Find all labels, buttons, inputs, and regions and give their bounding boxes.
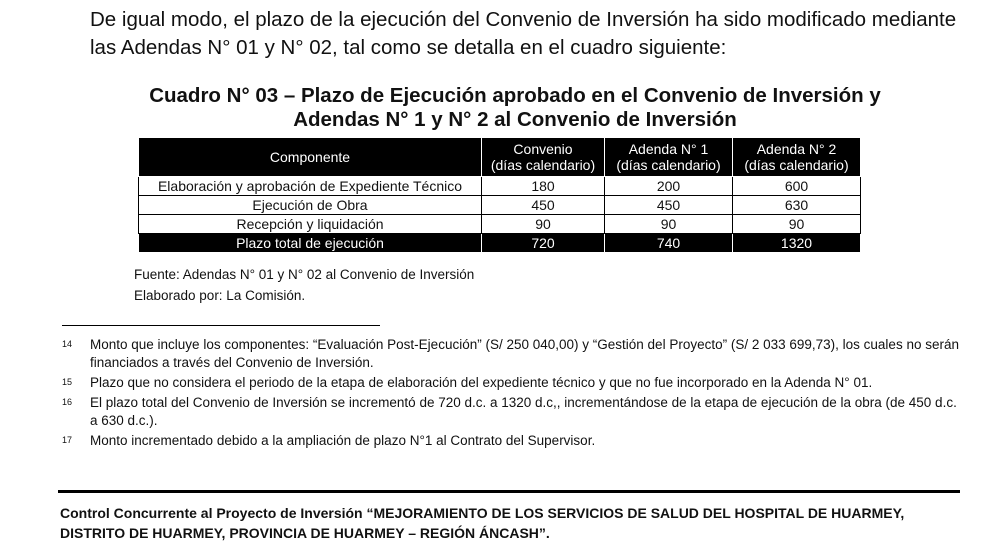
cell-adenda-2: 600 — [733, 177, 861, 196]
table-row — [139, 215, 861, 234]
table-title-line-1: Cuadro N° 03 – Plazo de Ejecución aprobado en el Convenio de Inversión y — [149, 84, 881, 107]
footnote-separator — [62, 325, 380, 326]
footnote-number: 16 — [62, 397, 73, 407]
cell-componente: Elaboración y aprobación de Expediente Técnico — [139, 177, 482, 196]
page-footer: Control Concurrente al Proyecto de Inversión “MEJORAMIENTO DE LOS SERVICIOS DE SALUD DEL HOSPITAL DE HUARMEY, DISTRITO DE HUARMEY, PROVINCIA DE HUARMEY – REGIÓN ÁNCASH”. — [60, 505, 905, 541]
footnote-number: 17 — [62, 435, 73, 445]
header-componente: Componente — [139, 138, 482, 177]
footnote-text: Monto incrementado debido a la ampliación de plazo N°1 al Contrato del Supervisor. — [90, 433, 596, 448]
total-label: Plazo total de ejecución — [139, 234, 482, 253]
header-adenda-1-line-1: Adenda N° 1 — [628, 141, 709, 157]
header-convenio — [482, 138, 605, 177]
table-title — [120, 84, 910, 132]
footnote-number: 15 — [62, 377, 73, 387]
footnote-item — [62, 394, 962, 430]
total-adenda-2: 1320 — [733, 234, 861, 253]
prepared-by-note: Elaborado por: La Comisión. — [134, 288, 306, 303]
cell-adenda-1: 90 — [605, 215, 733, 234]
cell-componente: Ejecución de Obra — [139, 196, 482, 215]
cell-componente: Recepción y liquidación — [139, 215, 482, 234]
table-row — [139, 177, 861, 196]
intro-paragraph: De igual modo, el plazo de la ejecución del Convenio de Inversión ha sido modificado mediante las Adendas N° 01 y N° 02, tal como se detalla en el cuadro siguiente: — [90, 8, 957, 59]
cell-convenio: 450 — [482, 196, 605, 215]
table-row — [139, 196, 861, 215]
footnote-item — [62, 374, 962, 392]
footnote-item — [62, 432, 962, 450]
header-convenio-line-2: (días calendario) — [490, 157, 596, 173]
footnote-item — [62, 336, 962, 372]
header-adenda-2 — [733, 138, 861, 177]
header-adenda-1 — [605, 138, 733, 177]
table-total-row — [139, 234, 861, 253]
cell-convenio: 90 — [482, 215, 605, 234]
total-adenda-1: 740 — [605, 234, 733, 253]
execution-term-table — [138, 137, 861, 253]
footnotes-list — [62, 336, 962, 452]
footnote-text: Plazo que no considera el periodo de la etapa de elaboración del expediente técnico y que no fue incorporado en la Adenda N° 01. — [90, 375, 873, 390]
footnote-text: Monto que incluye los componentes: “Evaluación Post-Ejecución” (S/ 250 040,00) y “Gestión del Proyecto” (S/ 2 033 699,73), los cuales no serán financiados a través del Convenio de Inversión. — [90, 337, 959, 370]
table-header-row — [139, 138, 861, 177]
page-footer-rule — [58, 490, 960, 493]
footnote-number: 14 — [62, 339, 73, 349]
footnote-text: El plazo total del Convenio de Inversión se incrementó de 720 d.c. a 1320 d.c,, incrementándose de la etapa de ejecución de la obra (de 450 d.c. a 630 d.c.). — [90, 395, 957, 428]
header-convenio-line-1: Convenio — [513, 141, 573, 157]
cell-adenda-2: 90 — [733, 215, 861, 234]
cell-convenio: 180 — [482, 177, 605, 196]
cell-adenda-1: 200 — [605, 177, 733, 196]
total-convenio: 720 — [482, 234, 605, 253]
table-title-line-2: Adendas N° 1 y N° 2 al Convenio de Inversión — [293, 108, 737, 131]
source-note: Fuente: Adendas N° 01 y N° 02 al Convenio de Inversión — [134, 267, 475, 282]
header-adenda-1-line-2: (días calendario) — [616, 157, 721, 173]
cell-adenda-1: 450 — [605, 196, 733, 215]
header-adenda-2-line-1: Adenda N° 2 — [756, 141, 837, 157]
header-adenda-2-line-2: (días calendario) — [744, 157, 849, 173]
cell-adenda-2: 630 — [733, 196, 861, 215]
